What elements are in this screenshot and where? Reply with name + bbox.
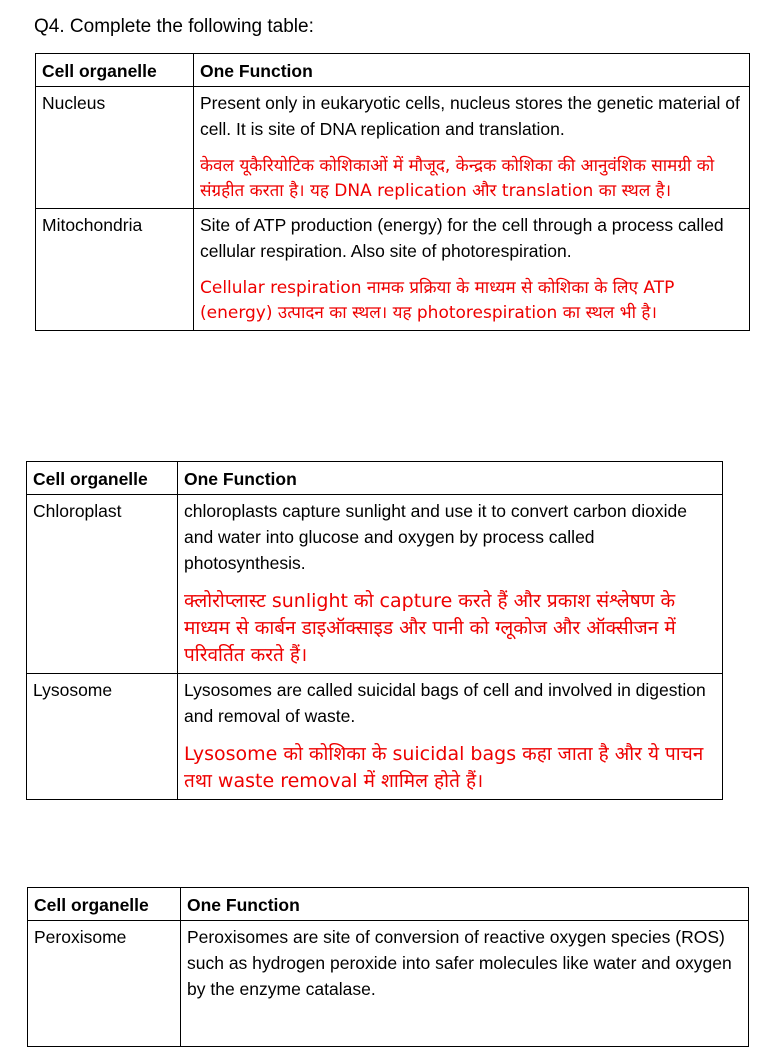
organelle-name-nucleus: Nucleus [36, 87, 194, 209]
function-text-hindi: क्लोरोप्लास्ट sunlight को capture करते हैं और प्रकाश संश्लेषण के माध्यम से कार्बन डाइऑक्साइड और पानी को ग्लूकोज और ऑक्सीजन में परिवर्तित करते हैं। [184, 590, 676, 666]
function-text-english: Peroxisomes are site of conversion of reactive oxygen species (ROS) such as hydrogen peroxide into safer molecules like water and oxygen by the enzyme catalase. [187, 927, 732, 999]
header-cell-organelle: Cell organelle [28, 888, 181, 921]
organelle-name-lysosome: Lysosome [27, 674, 178, 800]
question-heading: Q4. Complete the following table: [34, 16, 314, 37]
function-text-hindi: Lysosome को कोशिका के suicidal bags कहा जाता है और ये पाचन तथा waste removal में शामिल होते हैं। [184, 743, 704, 792]
organelle-table-3 [27, 887, 749, 1047]
header-cell-organelle: Cell organelle [36, 54, 194, 87]
function-cell-chloroplast [178, 495, 723, 674]
header-cell-function: One Function [194, 54, 750, 87]
header-cell-function: One Function [181, 888, 749, 921]
function-text-english: chloroplasts capture sunlight and use it to convert carbon dioxide and water into glucose and oxygen by process called photosynthesis. [184, 501, 687, 573]
table-row [36, 209, 750, 331]
header-cell-function: One Function [178, 462, 723, 495]
function-text-english: Present only in eukaryotic cells, nucleus stores the genetic material of cell. It is site of DNA replication and translation. [200, 93, 740, 139]
function-cell-mitochondria [194, 209, 750, 331]
table-header-row [28, 888, 749, 921]
organelle-table-2 [26, 461, 723, 800]
organelle-name-mitochondria: Mitochondria [36, 209, 194, 331]
function-text-hindi: Cellular respiration नामक प्रक्रिया के माध्यम से कोशिका के लिए ATP (energy) उत्पादन का स्थल। यह photorespiration का स्थल भी है। [200, 278, 675, 323]
function-cell-nucleus [194, 87, 750, 209]
table-row [36, 87, 750, 209]
function-cell-peroxisome [181, 921, 749, 1047]
table-header-row [36, 54, 750, 87]
function-text-hindi: केवल यूकैरियोटिक कोशिकाओं में मौजूद, केन्द्रक कोशिका की आनुवंशिक सामग्री को संग्रहीत करता है। यह DNA replication और translation का स्थल है। [200, 156, 715, 201]
header-cell-organelle: Cell organelle [27, 462, 178, 495]
table-row [27, 674, 723, 800]
organelle-name-chloroplast: Chloroplast [27, 495, 178, 674]
function-text-english: Site of ATP production (energy) for the cell through a process called cellular respiration. Also site of photorespiration. [200, 215, 724, 261]
table-row [28, 921, 749, 1047]
function-cell-lysosome [178, 674, 723, 800]
table-header-row [27, 462, 723, 495]
organelle-name-peroxisome: Peroxisome [28, 921, 181, 1047]
organelle-table-1 [35, 53, 750, 331]
function-text-english: Lysosomes are called suicidal bags of cell and involved in digestion and removal of waste. [184, 680, 706, 726]
table-row [27, 495, 723, 674]
